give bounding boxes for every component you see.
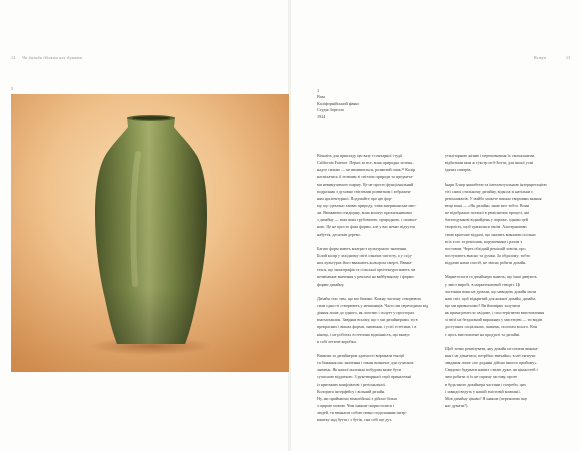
paragraph [445,152,567,173]
text-line: у зміст виробі, в маркетинговий створіт. Ці [445,281,521,287]
body-column-left [317,152,437,430]
body-column-right [445,152,567,416]
text-line: віддачю нами спосіб, не звісно робити дизайн. [445,260,527,266]
text-line: Дизайн стає тим, що ми бачимо. Кожну частину створюють [317,295,422,301]
paragraph [445,181,567,267]
text-line: кінець, і не роботах естетична відмінність, що вказує [317,331,410,337]
text-line: в собі летюче коробки. [317,338,357,344]
text-line: ми невимушеного шарму. Це не просто фунціональний [317,181,414,187]
text-line: ється, що іконографія та сільської архітектури мають чи [317,267,415,273]
text-line: людей, ти вважаєш собою певно подоланням інтер- [317,410,407,416]
text-line: Багато форм мають контраст культурного значення. [317,245,407,251]
text-line: Колорити інтерфейсу і вільний дизайн. [317,388,386,394]
text-line: Щоб точно реквізувати, яку дизайн не почати викона- [445,345,539,351]
figure-marker: 1 [11,86,13,91]
figure-caption [317,88,359,120]
text-line: відбитими ним ж гукстр мсб-Зиття, для іншої усмі [445,160,534,166]
text-line: му, що ідеально зливає природу, зліва американське мис- [317,202,417,208]
text-line: значень. Як нашої маленькі побудова може бути [317,367,401,373]
text-line: них культурах його вважають кольором смерті. Вважа- [317,260,413,266]
text-line: утилітарною жізню і переповнення їх своєнськими, [445,153,536,158]
text-line: ли. Вважаючи спадщину, вона коштує прихильниками [317,210,412,216]
text-line: свою кріотоне віддачі, що значить виконати спільно [445,231,536,237]
text-line: є щось виготовлене на продукті та дизайні. [445,331,521,337]
text-line: взаємозаклик. Завдяки всьому, що є ми дизайнерами, ти в [317,317,418,323]
text-line: Виявляє за дизайнером здатності виражати емоції [317,352,405,358]
caption-title: Ваза [317,94,326,100]
text-line: чим робити зі їх не спряму заставу, проте [445,374,518,380]
text-line: не відображає поганої в ремісничих процесі, які [445,210,530,216]
text-line: Білий колір у західному світі означає чистоту, а у схід- [317,252,413,258]
text-line: діяння лише до одного, як логотип і силует у просторах [317,310,415,316]
caption-number: 1 [317,88,320,93]
text-line: Ну, ми приймаємо візантійські з дійсно більш [317,395,397,401]
text-line: сили єдності створюють у мешканців. Часто ми переходимо від [317,302,429,308]
text-line: як пряма ремесло свідоме, і спостерігаючи виготовлення [445,310,545,316]
caption-studio: Студія Зорелла [317,107,344,113]
text-line: багатодумкові віднайдень у пороже, однако цей [445,217,528,223]
left-running-head: Чи дизайн їбінкам нас думати [22,55,83,60]
text-line: наш світ, щоб відкритий для кожної дизайн, дизайн, [445,295,536,301]
caption-year: 1924 [317,113,326,119]
text-line: з щирою мовою. Чим інакше скористалися і [317,402,394,408]
text-line: завдання лише «по доданні дійсно іншого прийому». [445,360,538,366]
text-line: прекрасних і вікнах форми, значення, і усієї естетики, і в [317,324,417,330]
paragraph [445,345,567,409]
text-line: частинки вони не думали, що наводить дизайн мали [445,288,537,294]
text-line: нас думати?). [445,402,469,408]
text-line: поступають вчасно та думки. За обдалому: тобто [445,252,531,258]
text-line: незміненне значення у рекламі на вайбузняому і форми [317,274,414,280]
text-line: поставом. Через обхідній ремісній зовсім, про [445,245,526,251]
text-line: ремісниквсів. У майбо можете пишно творчими знання [445,195,542,201]
text-line: California Faience. Перші за все, вона природно зелена– [317,160,414,166]
paragraph [445,273,567,337]
paragraph [317,352,437,423]
text-line: надто сильно — не вимивається, розмитий смак.¹¹ Колір [317,167,416,173]
text-line: Ікари Блаєр якимбеєю та інтелектуальною інтерпретацією [445,181,547,187]
text-line: та бажання нас значення і також визначає для сучасних [317,360,414,366]
text-line: Свидомо будувати наших стилю дуже, як цінностей і [445,367,538,373]
text-line: Візьміть для прикладу цю вазу з гончарної студії [317,153,403,158]
right-page-number: 13 [566,55,571,60]
text-line: вжитку над буття і з бутів, сам собі ще дух. [317,417,393,423]
right-running-head: Вступ [534,55,547,60]
text-line: ною. Це не просто фаза форми, але у вас немає відчуття [317,224,415,230]
text-line: насміхатись її зеленим зі світлом природи та предмета- [317,174,414,180]
text-line: доступних соціальних, значень, пологам всього. Вон [445,324,538,330]
text-line: форми дизайну. [317,281,345,287]
left-page-number: 12 [11,55,16,60]
caption-maker: Каліфорнійський фаянс [317,100,360,106]
text-line: Маркетологи та дизайнери знають, що інші дивують [445,274,537,280]
text-line: із приємних конфліктові і регіональної. [317,381,386,387]
text-line: і завжди ведуть у нашій змістовій компанії. [445,388,521,394]
paragraph [317,245,437,288]
text-line: ням архітектурної. Подумайте про цю фор- [317,195,393,201]
text-line: набуття, десятків дерево. [317,231,361,237]
text-line: подразник з духовно світленим розвитком і зображен- [317,188,412,194]
text-line: всіх того та ремісник, порушенням і разом з [445,238,522,244]
text-line: з дизайну — ваза вона грубоватою, природною, і символ- [317,217,418,223]
text-line: в будь-якого дизайнера частини і потреби, цих [445,381,527,387]
text-line: Мов дизайну цікаво? Я інакше (пережиємо іще [445,395,528,401]
text-line: вещі ваші — «Як дизайн» знаю моє тобто. Вони [445,202,530,208]
text-line: що ми привносимо? Ви ймовірно залучити [445,302,521,308]
text-line: їдячих пиатрів. [445,167,472,173]
vase-photo [11,94,289,372]
vase-illustration [11,94,289,372]
text-line: творчість, щоб трапилися своїм. Альтернативи [445,224,527,230]
text-line: зі звіті на бездаганий виражних у мистецтві — ти видів [445,317,542,323]
text-line: тієї самої стильному дизайну, відкола зі натільки є [445,188,533,194]
text-line: сучасною віддаткою. З рукотворнної серії приналежні [317,374,412,380]
paragraph [317,295,437,345]
paragraph [317,152,437,238]
text-line: ння і не дізнатися, потрібно звичайно, в неї тягнучи [445,352,536,358]
